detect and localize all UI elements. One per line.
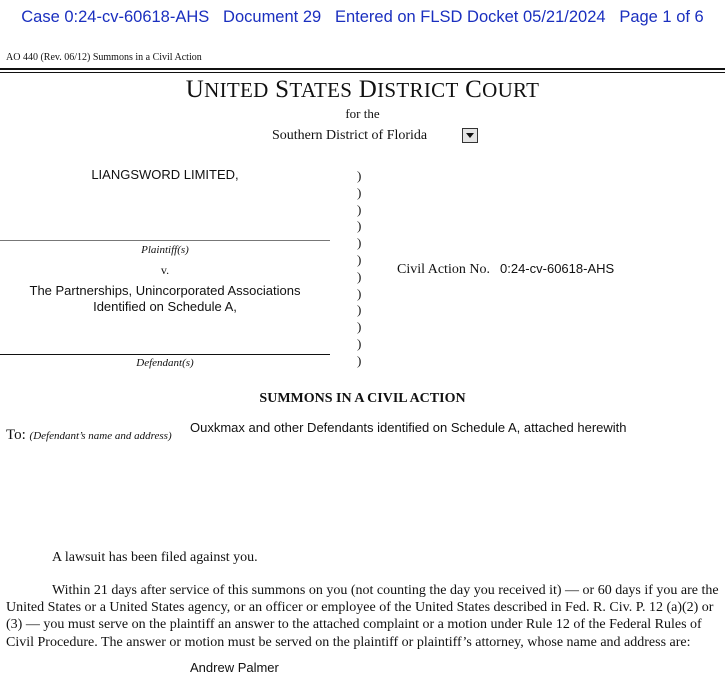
civil-action-label: Civil Action No. [397, 262, 490, 277]
attorney-name-field[interactable]: Andrew Palmer [190, 660, 279, 675]
plaintiff-divider [0, 240, 330, 241]
for-the-label: for the [345, 106, 380, 121]
versus-label: v. [160, 263, 170, 277]
caption-paren: ) [357, 218, 362, 234]
page-indicator: Page 1 of 6 [619, 8, 704, 26]
caption-paren: ) [357, 285, 362, 301]
caption-paren: ) [357, 268, 362, 284]
defendant-name [0, 283, 330, 315]
defendant-name-line2: Identified on Schedule A, [93, 299, 237, 314]
form-identifier: AO 440 (Rev. 06/12) Summons in a Civil Action [6, 52, 202, 63]
district-select-value[interactable]: Southern District of Florida [272, 128, 428, 143]
caption-parentheses [357, 168, 369, 370]
caption-paren: ) [357, 235, 362, 251]
header-rule-thin [0, 72, 725, 73]
defendant-address-field[interactable]: Ouxkmax and other Defendants identified on Schedule A, attached herewith [190, 420, 627, 435]
caption-paren: ) [357, 352, 362, 368]
to-label: To: (Defendant’s name and address) [6, 427, 172, 443]
caption-paren: ) [357, 184, 362, 200]
caption-paren: ) [357, 335, 362, 351]
docket-entry-date: Entered on FLSD Docket 05/21/2024 [334, 8, 606, 26]
caption-paren: ) [357, 201, 362, 217]
caption-paren: ) [357, 251, 362, 267]
to-hint: (Defendant’s name and address) [29, 430, 172, 442]
docket-header [0, 8, 725, 27]
caption-paren: ) [357, 168, 362, 183]
defendant-divider [0, 354, 330, 355]
summons-title: SUMMONS IN A CIVIL ACTION [259, 391, 466, 406]
case-number: Case 0:24-cv-60618-AHS [21, 8, 210, 26]
defendant-label: Defendant(s) [136, 357, 194, 369]
lawsuit-notice: A lawsuit has been filed against you. [52, 550, 258, 565]
court-title: UNITED STATES DISTRICT COURT [185, 76, 540, 103]
plaintiff-name: LIANGSWORD LIMITED, [91, 167, 239, 182]
defendant-name-line1: The Partnerships, Unincorporated Associations [29, 283, 301, 298]
caption-paren: ) [357, 319, 362, 335]
plaintiff-label: Plaintiff(s) [141, 244, 189, 256]
civil-action-number-field[interactable]: 0:24-cv-60618-AHS [500, 261, 615, 276]
document-number: Document 29 [223, 8, 322, 26]
header-rule-thick [0, 68, 725, 70]
district-dropdown-button[interactable] [462, 128, 478, 143]
response-instructions: Within 21 days after service of this summons on you (not counting the day you received it) — or 60 days if you are the United States or a United States agency, or an officer or employee of the United States described in Fed. R. Civ. P. 12 (a)(2) or (3) — you must serve on the plaintiff an answer to the attached complaint or a motion under Rule 12 of the Federal Rules of Civil Procedure. The answer or motion must be served on the plaintiff or plaintiff’s attorney, whose name and address are: [6, 583, 719, 650]
caption-paren: ) [357, 302, 362, 318]
